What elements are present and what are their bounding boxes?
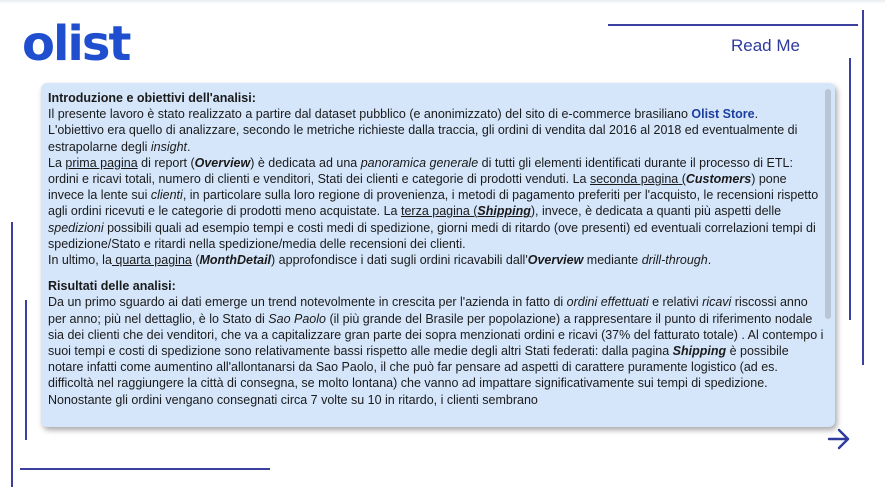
section-gap	[48, 268, 824, 278]
read-me-button[interactable]: Read Me	[731, 36, 800, 55]
first-page-ref: prima pagina	[65, 155, 138, 170]
third-page-ref: terza pagina (	[400, 204, 478, 219]
decor-line-top-right	[608, 24, 858, 26]
decor-line-right-outer	[862, 10, 864, 365]
intro-paragraph-1: Il presente lavoro è stato realizzato a partire dal dataset pubblico (e anonimizzato) del sito di e-commerce brasiliano Olist Store.	[48, 107, 759, 122]
results-heading: Risultati delle analisi:	[48, 279, 176, 294]
panel-scrollbar[interactable]	[825, 89, 831, 319]
top-shadow	[0, 0, 885, 4]
fourth-page-ref: quarta pagina	[111, 253, 192, 268]
intro-heading: Introduzione e obiettivi dell'analisi:	[48, 91, 256, 105]
decor-line-left-outer	[11, 222, 13, 487]
intro-paragraph-2: L'obiettivo era quello di analizzare, secondo le metriche richieste dalla traccia, gli ordini di vendita dal 2016 al 2018 ed eventualmente di estrapolarne degli insight.	[48, 123, 798, 154]
intro-paragraph-4: In ultimo, la quarta pagina (MonthDetail) approfondisce i dati sugli ordini ricavabili dall'Overview mediante drill-through.	[48, 253, 712, 268]
decor-line-left-inner	[25, 300, 27, 440]
intro-paragraph-3: La prima pagina di report (Overview) è dedicata ad una panoramica generale di tutti gli elementi identificati durante il processo di ETL: ordini e ricavi totali, numero di clienti e venditori, Stati dei clienti e categorie di prodotti venduti. La seconda pagina (Customers) pone invece la lente sui clienti, in particolare sulla loro regione di provenienza, i metodi di pagamento preferiti per l'acquisto, le recensioni rispetto agli ordini ricevuti e le categorie di prodotti meno acquistate. La terza pagina (Shipping), invece, è dedicata a quanti più aspetti delle spedizioni possibili quali ad esempio tempi e costi medi di spedizione, giorni medi di ritardo (ove presenti) ed eventuali correlazioni tempi di spedizione/Stato e ritardi nella spedizione/media delle recensioni dei clienti.	[48, 155, 819, 251]
readme-text-panel[interactable]	[41, 83, 835, 427]
olist-store-name: Olist Store	[691, 107, 755, 122]
readme-text-content	[48, 90, 824, 408]
second-page-ref: seconda pagina	[589, 172, 679, 187]
decor-line-bottom-left	[20, 468, 270, 470]
arrow-right-icon[interactable]	[826, 426, 852, 452]
results-paragraph-1: Da un primo sguardo ai dati emerge un trend notevolmente in crescita per l'azienda in fatto di ordini effettuati e relativi ricavi riscossi anno per anno; più nel dettaglio, è lo Stato di Sao Paolo (il più grande del Brasile per popolazione) a rappresentare il punto di riferimento nodale sia dei clienti che dei venditori, che va a capitalizzare gran parte dei sopra menzionati ordini e ricavi (37% del fatturato totale) . Al contempo i suoi tempi e costi di spedizione sono relativamente bassi rispetto alle medie degli altri Stati federati: dalla pagina Shipping è possibile notare infatti come aumentino all'allontanarsi da Sao Paolo, il che può far pensare ad aspetti di carattere puramente logistico (ad es. difficoltà nel raggiungere la città di consegna, se molto lontana) che vanno ad impattare significativamente sui tempi di spedizione. Nonostante gli ordini vengano consegnati circa 7 volte su 10 in ritardo, i clienti sembrano	[48, 295, 824, 407]
olist-logo: olist	[22, 16, 130, 72]
decor-line-right-inner	[849, 58, 851, 320]
